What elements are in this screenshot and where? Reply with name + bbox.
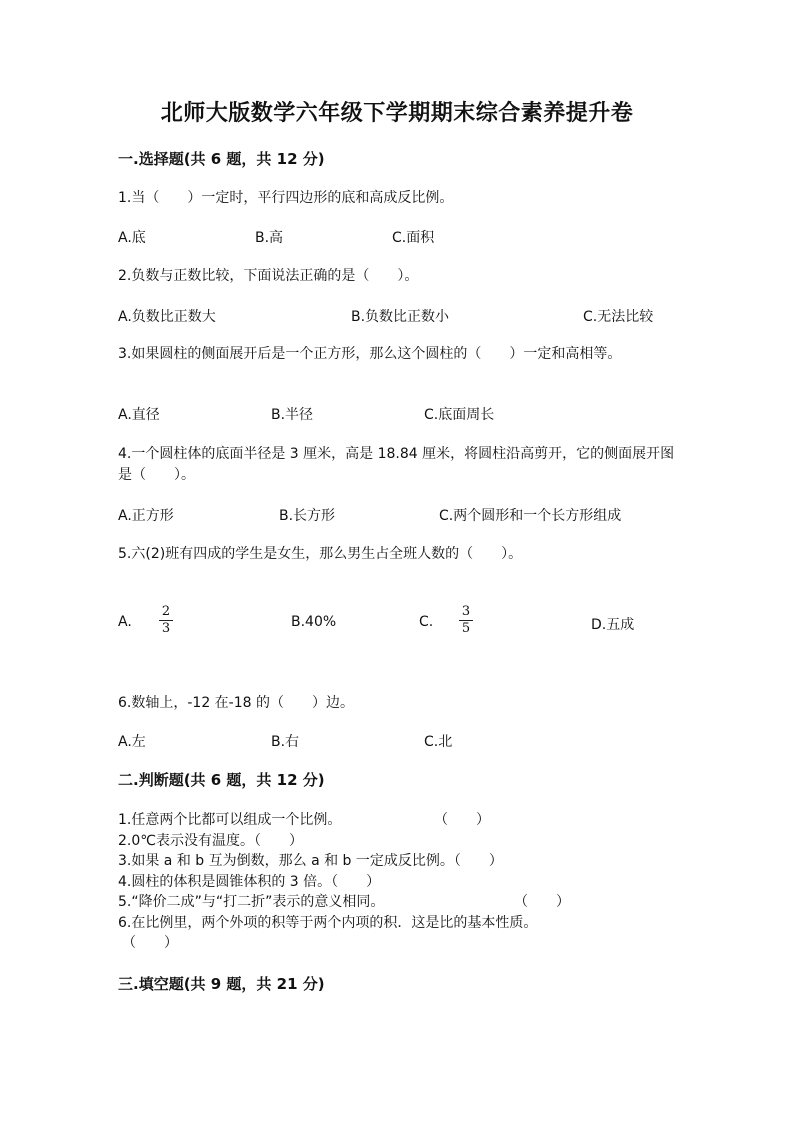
question-2: 2.负数与正数比较，下面说法正确的是（ ）。 — [118, 268, 419, 284]
q1-option-c: C.面积 — [392, 230, 435, 246]
judge-item-4: 4.圆柱的体积是圆锥体积的 3 倍。（ ） — [118, 874, 381, 890]
q4-option-c: C.两个圆形和一个长方形组成 — [439, 508, 622, 524]
q2-option-b: B.负数比正数小 — [351, 309, 450, 325]
page-title: 北师大版数学六年级下学期期末综合素养提升卷 — [160, 100, 634, 126]
q3-option-c: C.底面周长 — [424, 407, 495, 423]
q5-option-c-label: C. — [419, 614, 434, 630]
question-1: 1.当（ ）一定时，平行四边形的底和高成反比例。 — [118, 190, 454, 206]
section-heading-judgement: 二.判断题(共 6 题，共 12 分) — [118, 771, 325, 789]
judge-item-2: 2.0℃表示没有温度。（ ） — [118, 833, 303, 849]
q5-option-d: D.五成 — [591, 617, 635, 633]
q1-option-a: A.底 — [118, 230, 146, 246]
question-3: 3.如果圆柱的侧面展开后是一个正方形，那么这个圆柱的（ ）一定和高相等。 — [118, 346, 622, 362]
q3-option-b: B.半径 — [271, 407, 314, 423]
q6-option-c: C.北 — [424, 734, 453, 750]
question-4: 4.一个圆柱体的底面半径是 3 厘米，高是 18.84 厘米，将圆柱沿高剪开，它的侧面展开图是（ ）。 — [118, 446, 675, 483]
q5-option-c-fraction — [459, 605, 473, 636]
judge-item-5: 5.“降价二成”与“打二折”表示的意义相同。 — [118, 894, 385, 910]
q2-option-c: C.无法比较 — [583, 309, 654, 325]
fraction-denominator: 3 — [161, 621, 171, 636]
q4-option-a: A.正方形 — [118, 508, 174, 524]
q4-option-b: B.长方形 — [279, 508, 336, 524]
judge-item-1-answer-blank: （ ） — [434, 812, 490, 828]
question-5: 5.六(2)班有四成的学生是女生，那么男生占全班人数的（ ）。 — [118, 546, 523, 562]
q5-option-a-fraction — [159, 605, 173, 636]
fraction-denominator: 5 — [461, 621, 471, 636]
q3-option-a: A.直径 — [118, 407, 160, 423]
q1-option-b: B.高 — [255, 230, 284, 246]
q5-option-a-label: A. — [118, 614, 132, 630]
section-heading-fill-in: 三.填空题(共 9 题，共 21 分) — [118, 975, 325, 993]
q6-option-b: B.右 — [271, 734, 300, 750]
judge-item-5-answer-blank: （ ） — [514, 894, 570, 910]
fraction-numerator: 2 — [161, 604, 171, 619]
section-heading-choice: 一.选择题(共 6 题，共 12 分) — [118, 150, 325, 168]
judge-item-6-answer-blank: （ ） — [122, 935, 178, 951]
question-6: 6.数轴上，-12 在-18 的（ ）边。 — [118, 695, 354, 711]
q5-option-b: B.40% — [291, 614, 337, 630]
fraction-numerator: 3 — [461, 604, 471, 619]
judge-item-3: 3.如果 a 和 b 互为倒数，那么 a 和 b 一定成反比例。（ ） — [118, 853, 503, 869]
judge-item-1: 1.任意两个比都可以组成一个比例。 — [118, 812, 342, 828]
q2-option-a: A.负数比正数大 — [118, 309, 216, 325]
judge-item-6: 6.在比例里，两个外项的积等于两个内项的积．这是比的基本性质。 — [118, 915, 538, 931]
q6-option-a: A.左 — [118, 734, 146, 750]
